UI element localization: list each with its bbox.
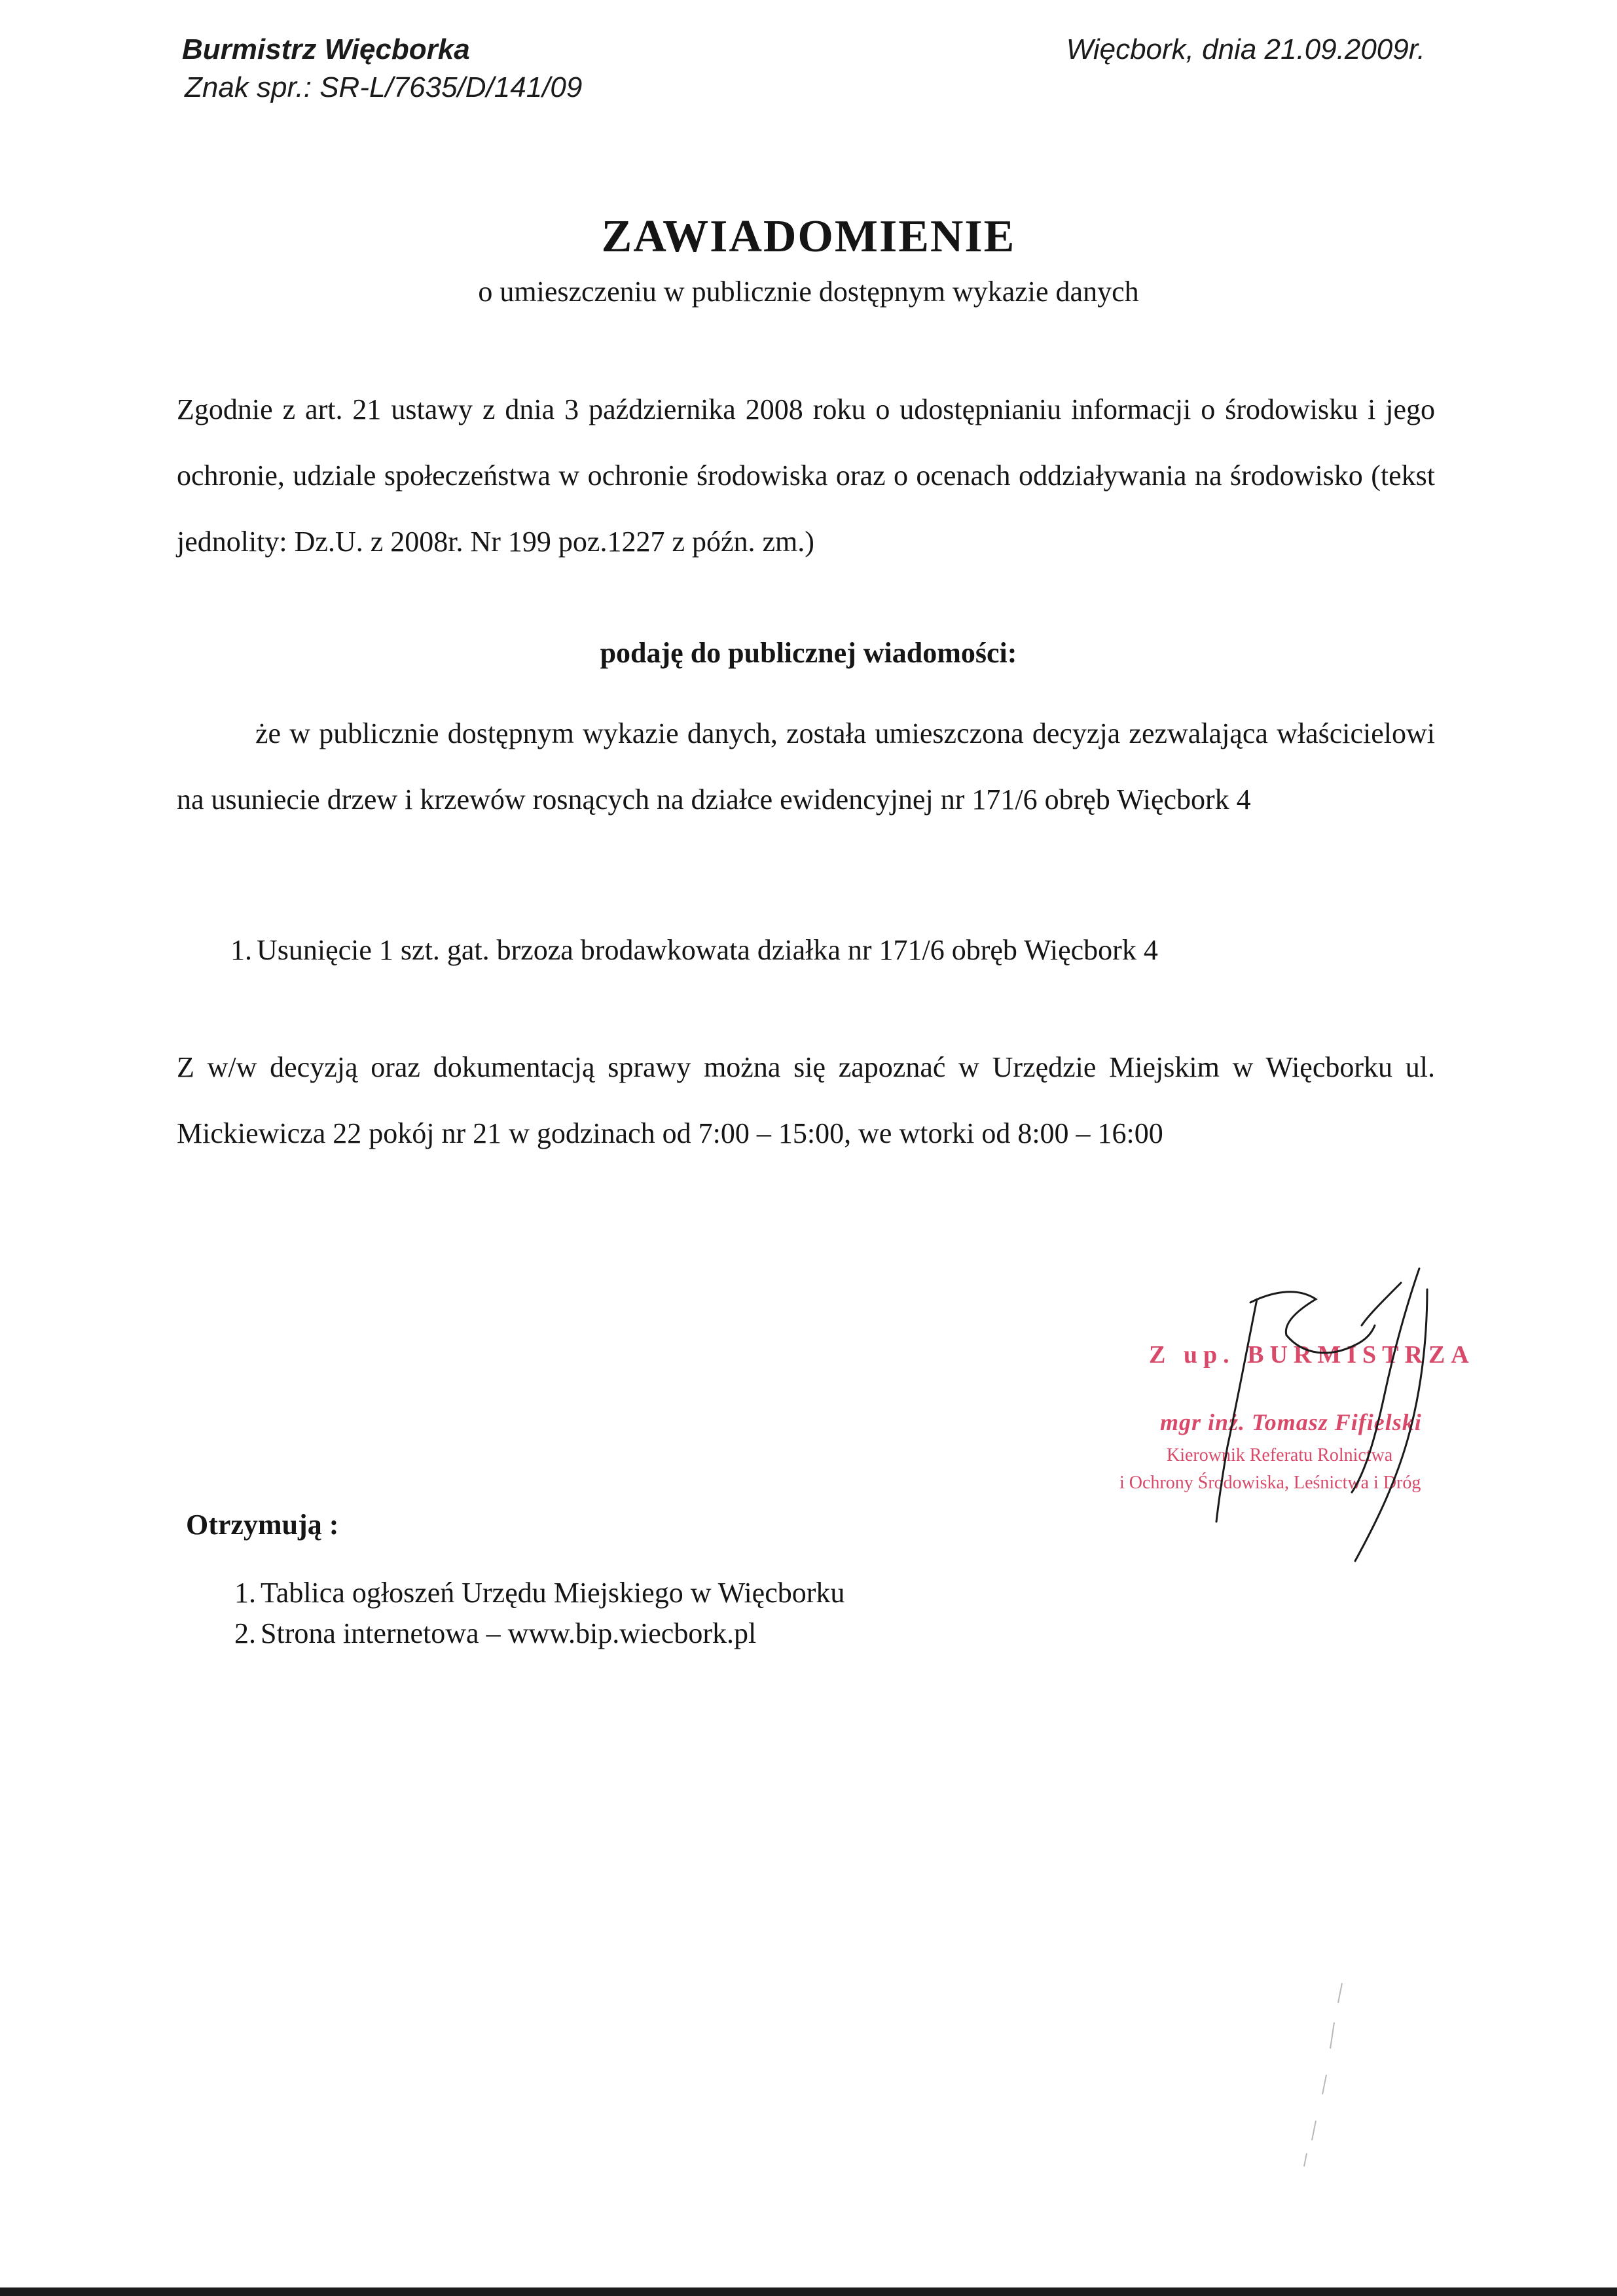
recipient-text: Tablica ogłoszeń Urzędu Miejskiego w Więcborku xyxy=(261,1577,845,1609)
stamp-line-authorization: Z up. BURMISTRZA xyxy=(1149,1341,1475,1369)
recipient-item xyxy=(234,1614,756,1653)
recipient-item xyxy=(234,1573,845,1613)
list-item-text: Usunięcie 1 szt. gat. brzoza brodawkowata działka nr 171/6 obręb Więcbork 4 xyxy=(257,934,1158,966)
legal-basis-paragraph: Zgodnie z art. 21 ustawy z dnia 3 października 2008 roku o udostępnianiu informacji o środowisku i jego ochronie, udziale społeczeństwa w ochronie środowiska oraz o ocenach oddziaływania na środowisko (tekst jednolity: Dz.U. z 2008r. Nr 199 poz.1227 z późn. zm.) xyxy=(177,393,1435,558)
scan-specks xyxy=(1270,1977,1362,2173)
recipient-number: 1. xyxy=(234,1577,256,1609)
list-item xyxy=(230,932,1158,969)
document-subtitle: o umieszczeniu w publicznie dostępnym wykazie danych xyxy=(478,276,1139,308)
scan-edge xyxy=(0,2287,1617,2296)
stamp-line-department: i Ochrony Środowiska, Leśnictwa i Dróg xyxy=(1119,1473,1421,1493)
case-reference: Znak spr.: SR-L/7635/D/141/09 xyxy=(185,71,583,103)
recipient-text: Strona internetowa – www.bip.wiecbork.pl xyxy=(261,1617,757,1649)
place-and-date: Więcbork, dnia 21.09.2009r. xyxy=(1066,33,1425,65)
list-item-number: 1. xyxy=(230,934,252,966)
issuing-authority: Burmistrz Więcborka xyxy=(182,33,470,65)
announcement-heading: podaję do publicznej wiadomości: xyxy=(600,637,1017,669)
stamp-line-name: mgr inż. Tomasz Fifielski xyxy=(1160,1409,1422,1435)
signature xyxy=(1211,1263,1538,1577)
document-title: ZAWIADOMIENIE xyxy=(601,211,1016,262)
information-paragraph: Z w/w decyzją oraz dokumentacją sprawy można się zapoznać w Urzędzie Miejskim w Więcborku ul. Mickiewicza 22 pokój nr 21 w godzinach od 7:00 – 15:00, we wtorki od 8:00 – 16:00 xyxy=(177,1051,1435,1149)
recipients-heading: Otrzymują : xyxy=(186,1509,339,1541)
decision-paragraph: że w publicznie dostępnym wykazie danych, została umieszczona decyzja zezwalająca właścicielowi na usuniecie drzew i krzewów rosnących na działce ewidencyjnej nr 171/6 obręb Więcbork 4 xyxy=(177,717,1435,816)
stamp-line-position: Kierownik Referatu Rolnictwa xyxy=(1167,1445,1393,1465)
recipient-number: 2. xyxy=(234,1617,256,1649)
